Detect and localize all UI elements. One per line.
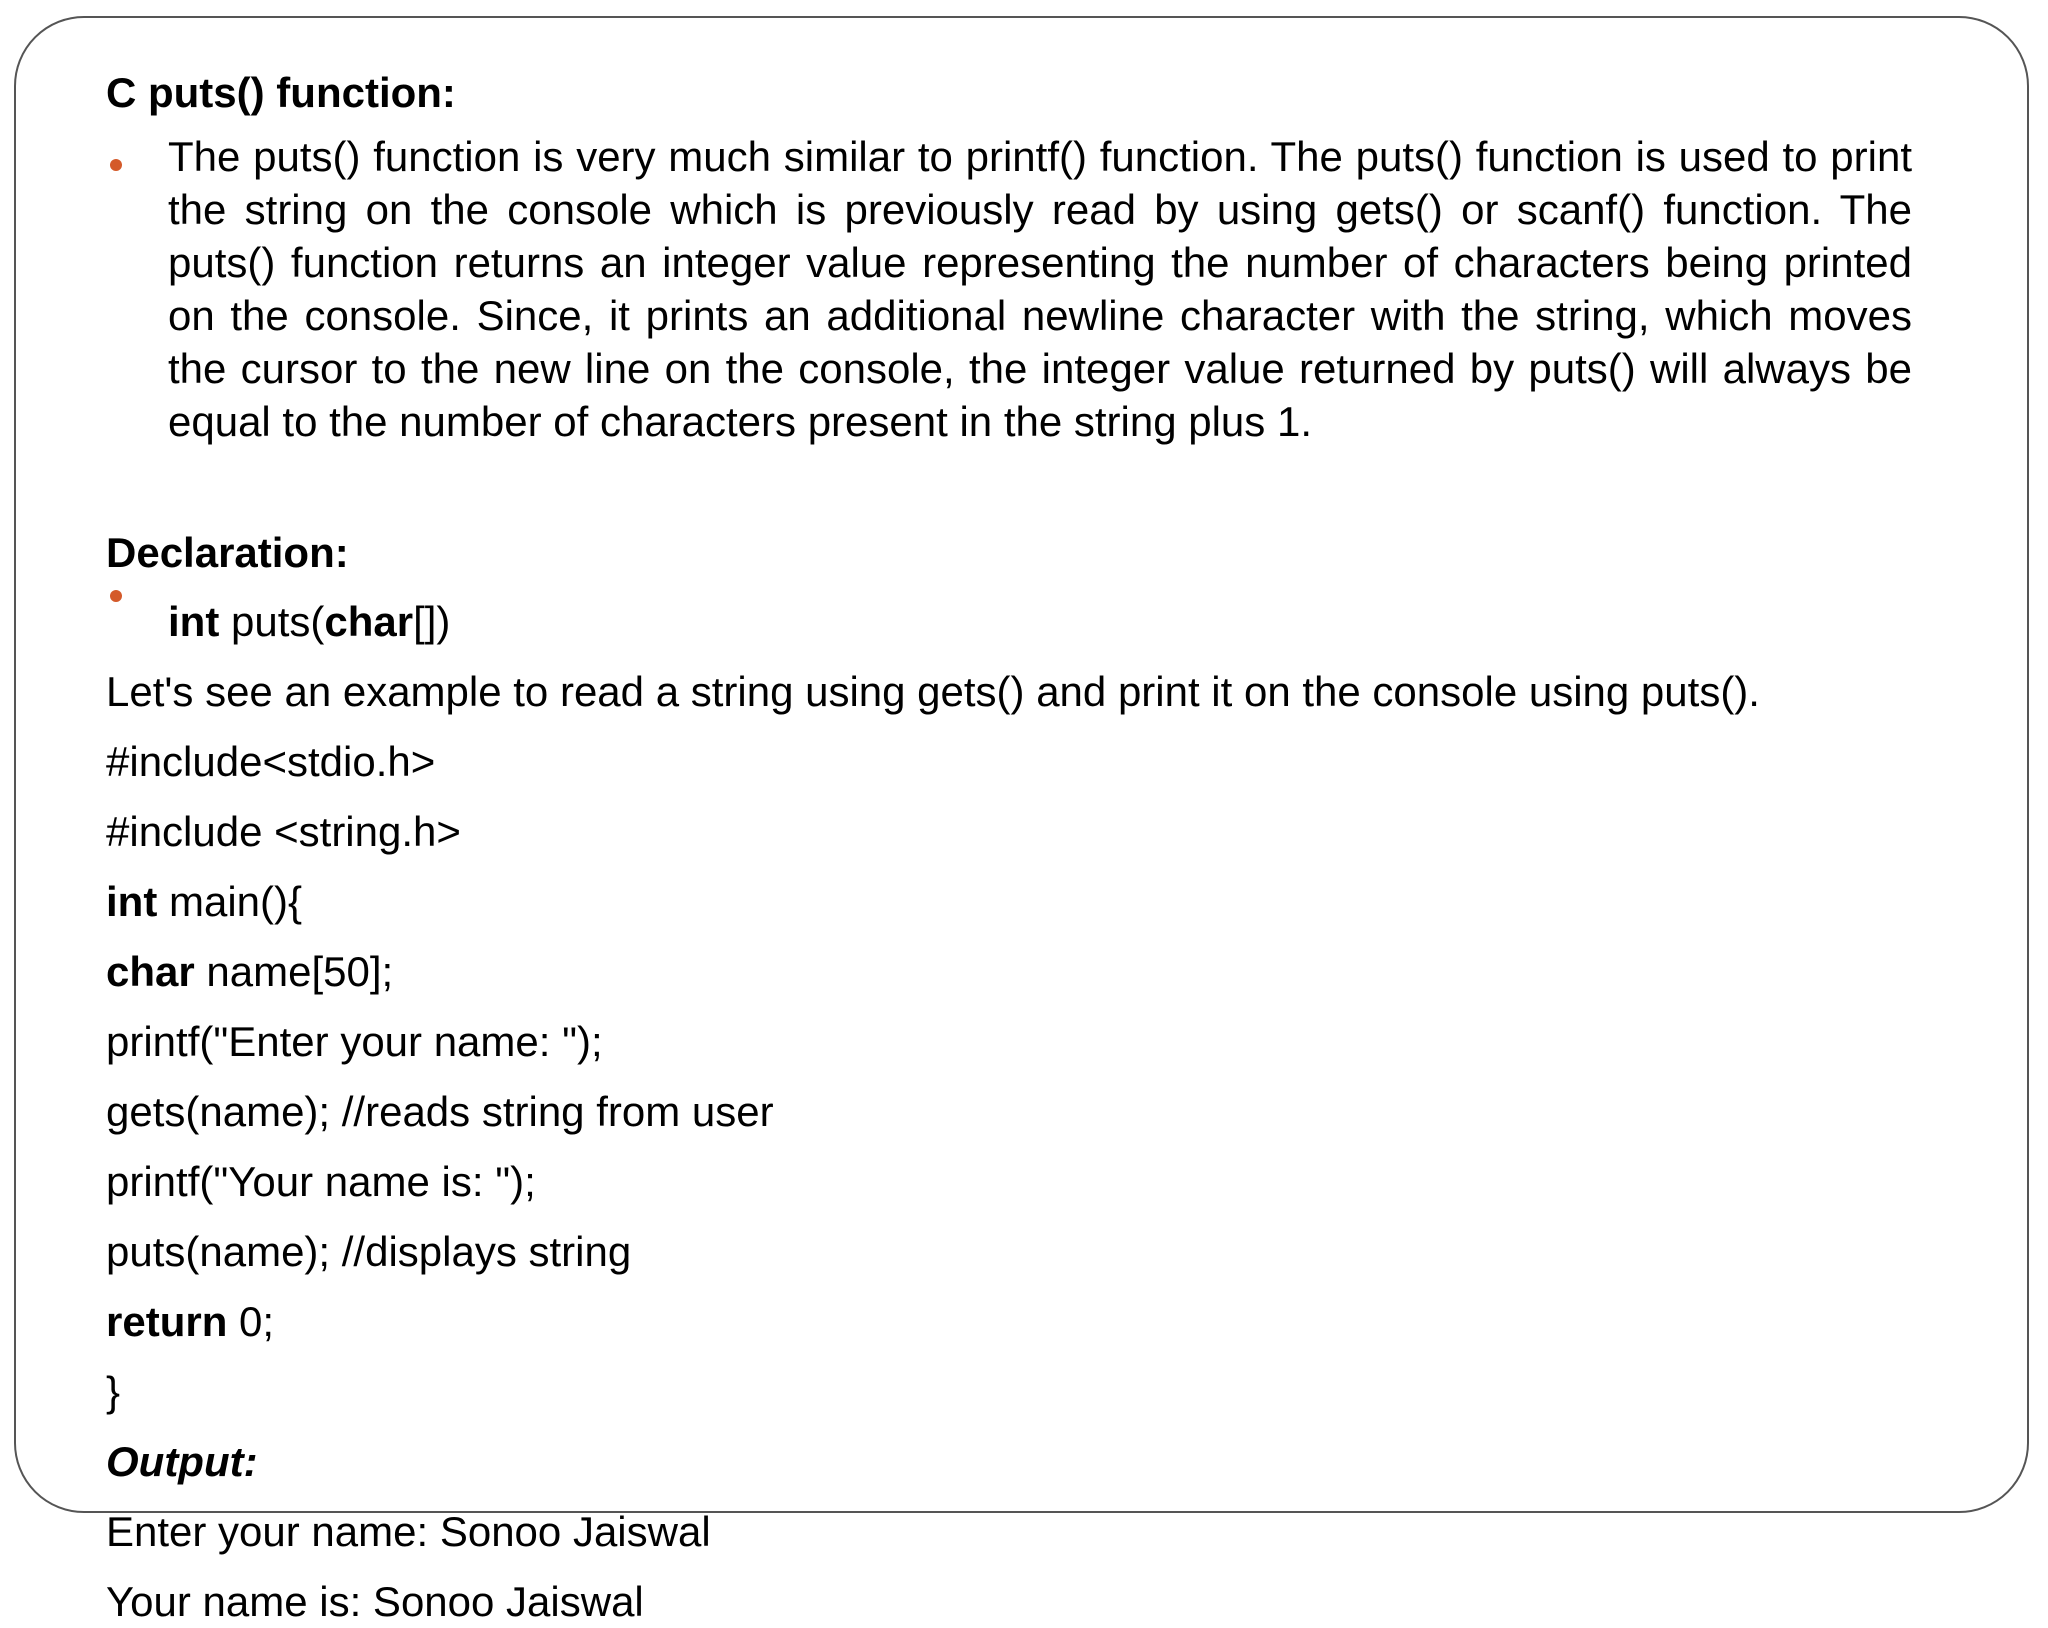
keyword-char: char bbox=[324, 598, 414, 645]
keyword-int: int bbox=[168, 598, 220, 645]
code-line-printf-name: printf("Your name is: "); bbox=[106, 1158, 536, 1205]
keyword-int: int bbox=[106, 878, 158, 925]
code-line-include-stdio: #include<stdio.h> bbox=[106, 738, 436, 785]
declaration-heading: Declaration: bbox=[106, 529, 349, 576]
code-line-printf-enter: printf("Enter your name: "); bbox=[106, 1018, 603, 1065]
code-line-puts: puts(name); //displays string bbox=[106, 1228, 632, 1275]
bullet-icon bbox=[110, 590, 122, 602]
code-text: 0; bbox=[227, 1298, 275, 1345]
declaration-end: []) bbox=[413, 598, 451, 645]
code-text: main(){ bbox=[157, 878, 303, 925]
output-heading: Output: bbox=[106, 1438, 258, 1485]
section-heading: C puts() function: bbox=[106, 69, 456, 116]
output-line-enter-name: Enter your name: Sonoo Jaiswal bbox=[106, 1508, 711, 1555]
keyword-return: return bbox=[106, 1298, 228, 1345]
puts-description-paragraph: The puts() function is very much similar to printf() function. The puts() function is used to print the string on the console which is previously read by using gets() or scanf() function. The puts() function returns an integer value representing the number of characters being printed on the console. Since, it prints an additional newline character with the string, which moves the cursor to the new line on the console, the integer value returned by puts() will always be equal to the number of characters present in the string plus 1. bbox=[168, 133, 1912, 445]
output-line-your-name-partial: Your name is: Sonoo Jaiswal bbox=[106, 1578, 644, 1625]
code-line-return bbox=[106, 1295, 274, 1348]
code-line-gets: gets(name); //reads string from user bbox=[106, 1088, 774, 1135]
declaration-signature bbox=[168, 595, 1912, 648]
bullet-icon bbox=[110, 159, 122, 171]
code-line-include-string: #include <string.h> bbox=[106, 808, 461, 855]
example-intro: Let's see an example to read a string using gets() and print it on the console using puts(). bbox=[106, 668, 1760, 715]
code-line-char-decl bbox=[106, 945, 393, 998]
code-text: name[50]; bbox=[194, 948, 394, 995]
code-line-main bbox=[106, 875, 302, 928]
declaration-mid: puts( bbox=[219, 598, 325, 645]
keyword-char: char bbox=[106, 948, 195, 995]
code-line-close-brace: } bbox=[106, 1368, 121, 1415]
